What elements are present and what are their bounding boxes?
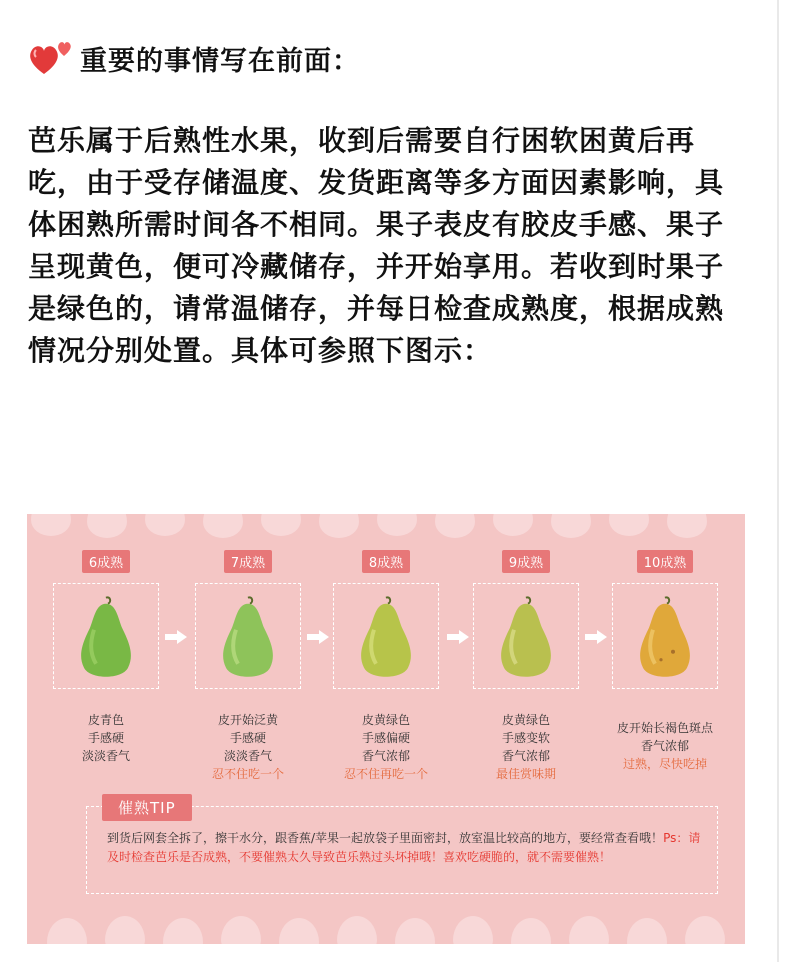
arrow-right-icon <box>307 630 329 644</box>
petal-icon <box>627 918 667 944</box>
stage-line: 皮开始泛黄 <box>217 713 278 727</box>
stage-line: 皮黄绿色 <box>501 713 550 727</box>
stage-description <box>611 719 719 773</box>
guava-frame <box>53 583 159 689</box>
petal-border-bottom <box>27 910 745 944</box>
stage-description <box>333 711 439 783</box>
stage-8 <box>333 550 439 783</box>
stage-7 <box>195 550 301 783</box>
stage-badge: 10成熟 <box>637 550 694 573</box>
stage-description <box>53 711 159 765</box>
stage-line: 手感硬 <box>87 731 124 745</box>
stage-line: 香气浓郁 <box>501 749 550 763</box>
arrow-right-icon <box>447 630 469 644</box>
page-right-border <box>777 0 779 962</box>
header-title: 重要的事情写在前面： <box>80 45 360 77</box>
stage-badge: 9成熟 <box>502 550 550 573</box>
petal-icon <box>221 916 261 944</box>
petal-icon <box>163 918 203 944</box>
stage-line: 皮青色 <box>87 713 124 727</box>
tip-title: 催熟TIP <box>102 794 192 821</box>
stage-line: 手感偏硬 <box>361 731 410 745</box>
petal-icon <box>395 918 435 944</box>
stage-note: 过熟，尽快吃掉 <box>622 757 707 771</box>
stage-badge: 6成熟 <box>82 550 130 573</box>
stage-note: 最佳赏味期 <box>495 767 556 781</box>
petal-icon <box>203 514 243 538</box>
green-guava-icon <box>74 594 138 682</box>
petal-icon <box>31 514 71 536</box>
petal-icon <box>279 918 319 944</box>
yellow-green-guava-icon <box>354 594 418 682</box>
stage-note: 忍不住吃一个 <box>211 767 284 781</box>
petal-icon <box>453 916 493 944</box>
stage-9 <box>473 550 579 783</box>
header <box>26 36 360 80</box>
stage-badge: 7成熟 <box>224 550 272 573</box>
petal-icon <box>551 514 591 538</box>
stage-line: 淡淡香气 <box>81 749 130 763</box>
petal-icon <box>511 918 551 944</box>
petal-icon <box>337 916 377 944</box>
arrow-right-icon <box>165 630 187 644</box>
tip-text: 到货后网套全拆了，擦干水分，跟香蕉/苹果一起放袋子里面密封，放室温比较高的地方，要经常查看哦！ <box>107 831 664 845</box>
petal-icon <box>377 514 417 536</box>
overripe-guava-icon <box>633 594 697 682</box>
stage-10 <box>611 550 719 773</box>
light-green-guava-icon <box>216 594 280 682</box>
tip-ps: Ps：请及时检查芭乐是否成熟，不要催熟太久导致芭乐熟过头坏掉哦！喜欢吃硬脆的，就不需要催熟！ <box>107 831 701 864</box>
intro-paragraph: 芭乐属于后熟性水果，收到后需要自行困软困黄后再吃，由于受存储温度、发货距离等多方面因素影响，具体困熟所需时间各不相同。果子表皮有胶皮手感、果子呈现黄色，便可冷藏储存，并开始享用。若收到时果子是绿色的，请常温储存，并每日检查成熟度，根据成熟情况分别处置。具体可参照下图示： <box>28 124 725 367</box>
guava-frame <box>333 583 439 689</box>
stage-line: 淡淡香气 <box>223 749 272 763</box>
petal-icon <box>685 916 725 944</box>
stage-line: 手感硬 <box>229 731 266 745</box>
petal-icon <box>145 514 185 536</box>
arrow-right-icon <box>585 630 607 644</box>
stage-line: 手感变软 <box>501 731 550 745</box>
petal-icon <box>105 916 145 944</box>
petal-icon <box>261 514 301 536</box>
stage-note: 忍不住再吃一个 <box>343 767 428 781</box>
stage-line: 皮黄绿色 <box>361 713 410 727</box>
petal-icon <box>493 514 533 536</box>
stage-line: 香气浓郁 <box>361 749 410 763</box>
petal-border-top <box>27 514 745 548</box>
ripe-guava-icon <box>494 594 558 682</box>
hearts-icon <box>26 36 76 80</box>
stage-line: 香气浓郁 <box>640 739 689 753</box>
stage-badge: 8成熟 <box>362 550 410 573</box>
stage-6 <box>53 550 159 765</box>
stage-description <box>195 711 301 783</box>
guava-frame <box>612 583 718 689</box>
petal-icon <box>87 514 127 538</box>
petal-icon <box>47 918 87 944</box>
stage-line: 皮开始长褐色斑点 <box>616 721 713 735</box>
petal-icon <box>667 514 707 538</box>
guava-frame <box>195 583 301 689</box>
petal-icon <box>569 916 609 944</box>
guava-frame <box>473 583 579 689</box>
ripeness-infographic <box>27 514 745 944</box>
stage-description <box>473 711 579 783</box>
petal-icon <box>319 514 359 538</box>
petal-icon <box>609 514 649 536</box>
petal-icon <box>435 514 475 538</box>
